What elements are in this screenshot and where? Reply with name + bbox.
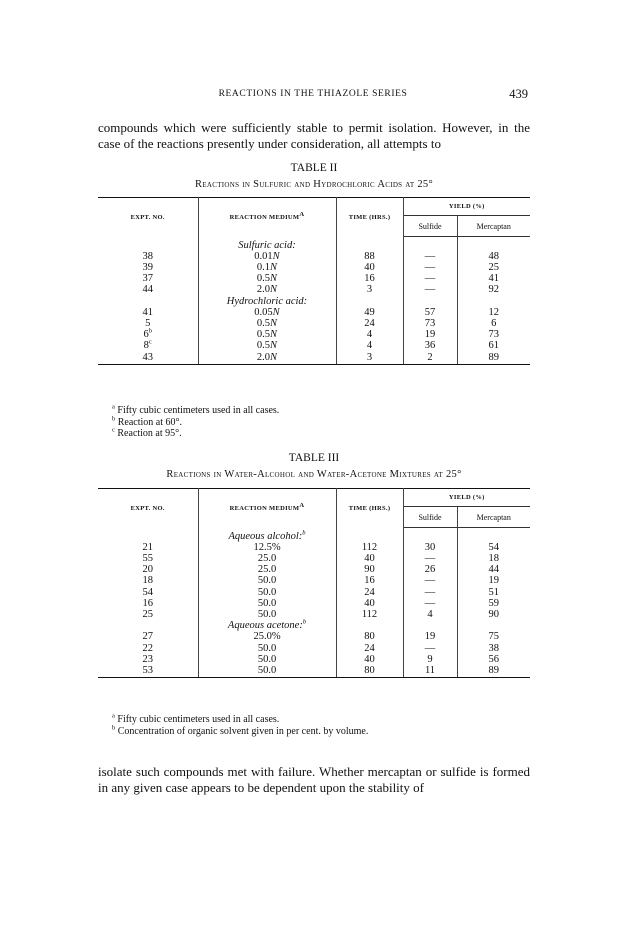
table-row xyxy=(98,553,530,564)
yield-sulfide: — xyxy=(403,262,457,273)
table-row xyxy=(98,665,530,678)
table3-header-mercaptan: Mercaptan xyxy=(457,507,530,528)
yield-sulfide: 2 xyxy=(403,352,457,365)
reaction-medium xyxy=(198,329,336,340)
group-row xyxy=(98,296,530,307)
medium-value: 50.0 xyxy=(257,575,277,587)
table-row xyxy=(98,631,530,642)
table3-header-time: TIME (HRS.) xyxy=(336,489,403,528)
medium-value: 50.0 xyxy=(257,642,277,654)
footnote: $^a$ Fifty cubic centimeters used in all cases. xyxy=(112,403,280,416)
time-hrs: 3 xyxy=(336,352,403,365)
table3-footnotes xyxy=(112,714,368,737)
reaction-medium xyxy=(198,318,336,329)
yield-mercaptan: 18 xyxy=(488,552,499,564)
reaction-medium xyxy=(198,307,336,318)
table-row xyxy=(98,273,530,284)
table3-body xyxy=(98,528,530,678)
group-label: Aqueous acetone:$^b$ xyxy=(198,620,336,631)
expt-number: 53 xyxy=(98,665,198,678)
reaction-medium xyxy=(198,643,336,654)
table-row xyxy=(98,352,530,365)
table-row xyxy=(98,251,530,262)
page-number: 439 xyxy=(509,87,528,101)
table2-header-medium: REACTION $MEDIUM^A$ xyxy=(198,198,336,237)
medium-value: 0.5 xyxy=(256,317,271,329)
yield-mercaptan: 12 xyxy=(488,306,499,318)
group-row xyxy=(98,620,530,631)
yield-sulfide: 57 xyxy=(403,307,457,318)
reaction-medium xyxy=(198,587,336,598)
time-hrs: 40 xyxy=(336,262,403,273)
medium-value: 0.01 xyxy=(254,250,273,262)
table-row xyxy=(98,575,530,586)
table-row xyxy=(98,609,530,620)
time-hrs: 80 xyxy=(336,631,403,642)
reaction-medium xyxy=(198,284,336,295)
yield-sulfide: — xyxy=(403,284,457,295)
yield-sulfide: 4 xyxy=(403,609,457,620)
expt-number: 41 xyxy=(98,307,198,318)
time-hrs: 40 xyxy=(336,553,403,564)
medium-value: 25.0 xyxy=(257,564,277,576)
expt-number: 16 xyxy=(98,598,198,609)
yield-mercaptan: 75 xyxy=(488,631,499,643)
yield-mercaptan: 89 xyxy=(457,665,530,678)
yield-sulfide: — xyxy=(403,643,457,654)
group-label: Sulfuric acid: xyxy=(198,237,336,251)
time-hrs: 40 xyxy=(336,654,403,665)
table3-label: TABLE III xyxy=(288,452,340,464)
normality-unit: N xyxy=(270,340,278,352)
table-row xyxy=(98,643,530,654)
medium-value: 12.5% xyxy=(253,541,281,553)
table2-header-yield: YIELD (%) xyxy=(403,198,530,216)
table-row xyxy=(98,262,530,273)
table3-caption: Reactions in Water-Alcohol and Water-Acetone Mixtures at 25° xyxy=(166,469,462,480)
expt-number: 22 xyxy=(98,643,198,654)
table2-header-expt: EXPT. NO. xyxy=(98,198,198,237)
yield-sulfide: — xyxy=(403,587,457,598)
yield-sulfide: 26 xyxy=(403,564,457,575)
table2-label: TABLE II xyxy=(290,162,338,174)
table3-header-sulfide: Sulfide xyxy=(403,507,457,528)
table3 xyxy=(98,488,530,678)
group-row xyxy=(98,237,530,251)
yield-mercaptan: 48 xyxy=(488,250,499,262)
expt-number: 44 xyxy=(98,284,198,295)
table2-caption: Reactions in Sulfuric and Hydrochloric Acids at 25° xyxy=(195,179,433,190)
table-row xyxy=(98,598,530,609)
yield-sulfide: 9 xyxy=(403,654,457,665)
normality-unit: N xyxy=(270,351,278,363)
table-row xyxy=(98,318,530,329)
normality-unit: N xyxy=(270,317,278,329)
yield-mercaptan: 92 xyxy=(488,284,499,296)
normality-unit: N xyxy=(270,273,278,285)
yield-sulfide: 19 xyxy=(403,631,457,642)
normality-unit: N xyxy=(272,250,280,262)
expt-number: 20 xyxy=(98,564,198,575)
yield-mercaptan: 90 xyxy=(488,608,499,620)
group-label: Aqueous alcohol:$^b$ xyxy=(198,528,336,542)
reaction-medium xyxy=(198,598,336,609)
expt-number: 21 xyxy=(98,542,198,553)
expt-number: 18 xyxy=(98,575,198,586)
time-hrs: 40 xyxy=(336,598,403,609)
table-row xyxy=(98,587,530,598)
medium-value: 0.05 xyxy=(254,306,273,318)
time-hrs: 4 xyxy=(336,329,403,340)
time-hrs: 3 xyxy=(336,284,403,295)
medium-value: 50.0 xyxy=(257,597,277,609)
paragraph-top: compounds which were sufficiently stable to permit isolation. However, in the case of the reactions presently under consideration, all attempts to xyxy=(98,120,530,151)
reaction-medium xyxy=(198,665,336,678)
reaction-medium xyxy=(198,609,336,620)
expt-number: 55 xyxy=(98,553,198,564)
yield-mercaptan: 54 xyxy=(488,541,499,553)
expt-number: 39 xyxy=(98,262,198,273)
reaction-medium xyxy=(198,564,336,575)
expt-number: 54 xyxy=(98,587,198,598)
time-hrs: 90 xyxy=(336,564,403,575)
yield-sulfide: — xyxy=(403,553,457,564)
yield-sulfide: — xyxy=(403,273,457,284)
yield-mercaptan: 51 xyxy=(488,586,499,598)
time-hrs: 80 xyxy=(336,665,403,678)
footnote: $^a$ Fifty cubic centimeters used in all cases. xyxy=(112,712,280,725)
reaction-medium xyxy=(198,273,336,284)
expt-number: 38 xyxy=(98,251,198,262)
time-hrs: 24 xyxy=(336,587,403,598)
expt-number: 23 xyxy=(98,654,198,665)
medium-value: 50.0 xyxy=(257,664,277,676)
reaction-medium xyxy=(198,251,336,262)
reaction-medium xyxy=(198,262,336,273)
medium-value: 50.0 xyxy=(257,586,277,598)
time-hrs: 112 xyxy=(336,609,403,620)
reaction-medium xyxy=(198,542,336,553)
time-hrs: 24 xyxy=(336,318,403,329)
table2 xyxy=(98,197,530,365)
running-head-title: REACTIONS IN THE THIAZOLE SERIES xyxy=(218,89,408,99)
table3-header-expt: EXPT. NO. xyxy=(98,489,198,528)
paragraph-bottom: isolate such compounds met with failure. Whether mercaptan or sulfide is formed in any given case appears to be dependent upon the stability of xyxy=(98,764,530,795)
yield-mercaptan: 44 xyxy=(488,564,499,576)
yield-mercaptan: 73 xyxy=(488,329,499,341)
expt-number: 25 xyxy=(98,609,198,620)
medium-value: 2.0 xyxy=(256,284,271,296)
yield-sulfide: — xyxy=(403,598,457,609)
medium-value: 0.5 xyxy=(256,273,271,285)
medium-value: 25.0 xyxy=(257,552,277,564)
normality-unit: N xyxy=(272,306,280,318)
table2-footnotes xyxy=(112,405,279,440)
yield-mercaptan: 38 xyxy=(488,642,499,654)
yield-sulfide: 73 xyxy=(403,318,457,329)
table-row xyxy=(98,329,530,340)
yield-mercaptan: 89 xyxy=(457,352,530,365)
yield-sulfide: 11 xyxy=(403,665,457,678)
reaction-medium xyxy=(198,575,336,586)
table-row xyxy=(98,654,530,665)
yield-sulfide: — xyxy=(403,575,457,586)
time-hrs: 16 xyxy=(336,575,403,586)
yield-mercaptan: 61 xyxy=(488,340,499,352)
group-label: Hydrochloric acid: xyxy=(198,296,336,307)
yield-sulfide: 36 xyxy=(403,340,457,351)
medium-value: 50.0 xyxy=(257,653,277,665)
reaction-medium xyxy=(198,340,336,351)
reaction-medium xyxy=(198,631,336,642)
table3-header-medium: REACTION $MEDIUM^A$ xyxy=(198,489,336,528)
reaction-medium xyxy=(198,654,336,665)
time-hrs: 16 xyxy=(336,273,403,284)
footnote: $^b$ Concentration of organic solvent given in per cent. by volume. xyxy=(112,724,369,737)
table-row xyxy=(98,564,530,575)
expt-number: 6$^b$ xyxy=(98,329,198,340)
table2-header-sulfide: Sulfide xyxy=(403,216,457,237)
expt-number: 8$^c$ xyxy=(98,340,198,351)
group-row xyxy=(98,528,530,542)
yield-sulfide: — xyxy=(403,251,457,262)
yield-sulfide: 30 xyxy=(403,542,457,553)
time-hrs: 112 xyxy=(336,542,403,553)
table-row xyxy=(98,284,530,295)
medium-value: 0.1 xyxy=(256,261,271,273)
reaction-medium xyxy=(198,553,336,564)
yield-mercaptan: 59 xyxy=(488,597,499,609)
expt-number: 43 xyxy=(98,352,198,365)
yield-mercaptan: 19 xyxy=(488,575,499,587)
time-hrs: 4 xyxy=(336,340,403,351)
medium-value: 25.0% xyxy=(253,631,281,643)
table2-header-time: TIME (HRS.) xyxy=(336,198,403,237)
table3-header-yield: YIELD (%) xyxy=(403,489,530,507)
medium-value: 0.5 xyxy=(256,329,271,341)
medium-value: 2.0 xyxy=(256,351,271,363)
time-hrs: 24 xyxy=(336,643,403,654)
yield-sulfide: 19 xyxy=(403,329,457,340)
expt-number: 5 xyxy=(98,318,198,329)
table2-body xyxy=(98,237,530,365)
footnote: $^b$ Reaction at 60°. xyxy=(112,415,183,428)
medium-value: 0.5 xyxy=(256,340,271,352)
reaction-medium xyxy=(198,352,336,365)
yield-mercaptan: 6 xyxy=(491,317,497,329)
expt-number: 27 xyxy=(98,631,198,642)
yield-mercaptan: 56 xyxy=(488,653,499,665)
table-row xyxy=(98,340,530,351)
time-hrs: 88 xyxy=(336,251,403,262)
table2-header-mercaptan: Mercaptan xyxy=(457,216,530,237)
expt-number: 37 xyxy=(98,273,198,284)
footnote: $^c$ Reaction at 95°. xyxy=(112,426,182,439)
yield-mercaptan: 25 xyxy=(488,261,499,273)
normality-unit: N xyxy=(270,329,278,341)
table-row xyxy=(98,307,530,318)
normality-unit: N xyxy=(270,284,278,296)
time-hrs: 49 xyxy=(336,307,403,318)
yield-mercaptan: 41 xyxy=(488,273,499,285)
normality-unit: N xyxy=(270,261,278,273)
table-row xyxy=(98,542,530,553)
medium-value: 50.0 xyxy=(257,608,277,620)
